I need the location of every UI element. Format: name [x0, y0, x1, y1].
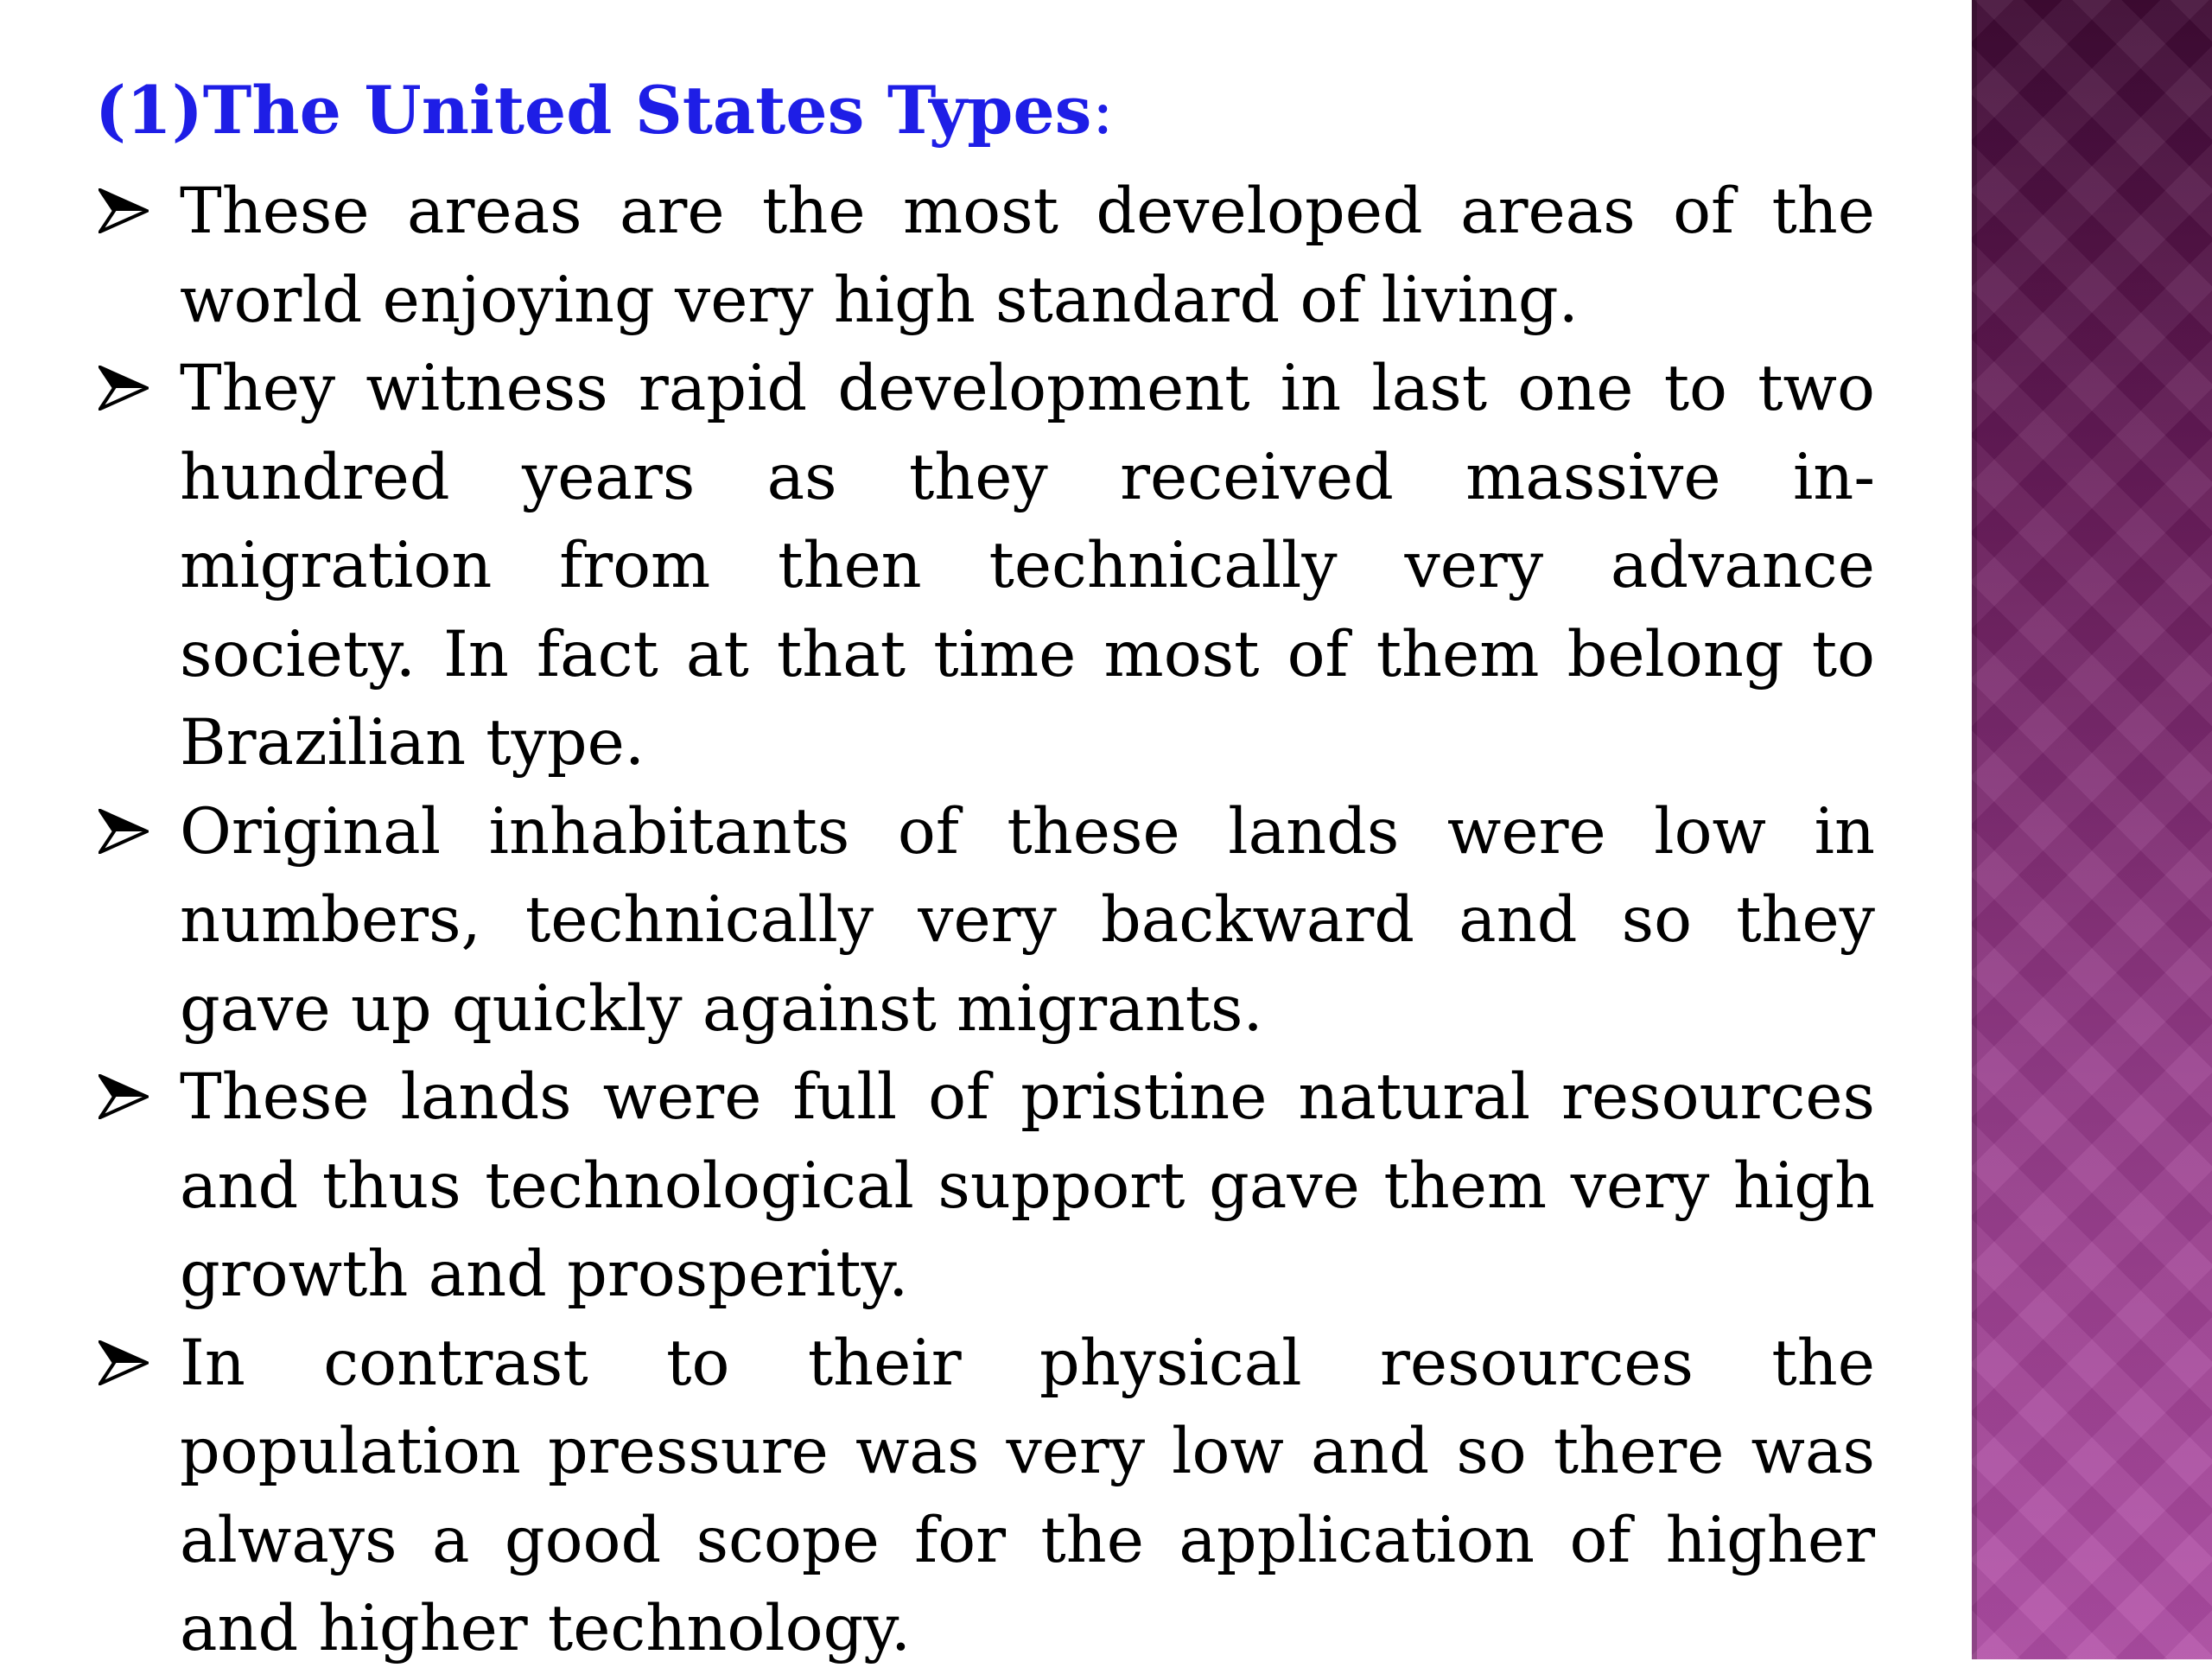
- arrowhead-bullet-icon: [99, 168, 152, 257]
- bullet-item: [95, 168, 1875, 345]
- bullet-item: [95, 1053, 1875, 1320]
- bullet-item: [95, 788, 1875, 1054]
- bullet-text: These areas are the most developed areas of the world enjoying very high standard of living.: [180, 175, 1875, 337]
- bullet-item: [95, 1320, 1875, 1674]
- bullet-list: [95, 168, 1875, 1674]
- bullet-item: [95, 345, 1875, 788]
- slide-heading: [95, 64, 1875, 157]
- bullet-text: These lands were full of pristine natural resources and thus technological support gave them very high growth and prosperity.: [180, 1060, 1875, 1311]
- bullet-text: Original inhabitants of these lands were low in numbers, technically very backward and so they gave up quickly against migrants.: [180, 794, 1875, 1046]
- bullet-text: They witness rapid development in last one to two hundred years as they received massive in-migration from then technically very advance society. In fact at that time most of them belong to Brazilian type.: [180, 352, 1875, 780]
- arrowhead-bullet-icon: [99, 345, 152, 434]
- heading-colon: :: [1091, 72, 1115, 149]
- bullet-text: In contrast to their physical resources the population pressure was very low and so there was always a good scope for the application of higher and higher technology.: [180, 1326, 1875, 1665]
- decorative-side-band: [1972, 0, 2212, 1659]
- arrowhead-bullet-icon: [99, 1320, 152, 1409]
- arrowhead-bullet-icon: [99, 1053, 152, 1143]
- slide-content: [95, 64, 1875, 1674]
- arrowhead-bullet-icon: [99, 788, 152, 877]
- heading-title: (1)The United States Types: [95, 72, 1092, 149]
